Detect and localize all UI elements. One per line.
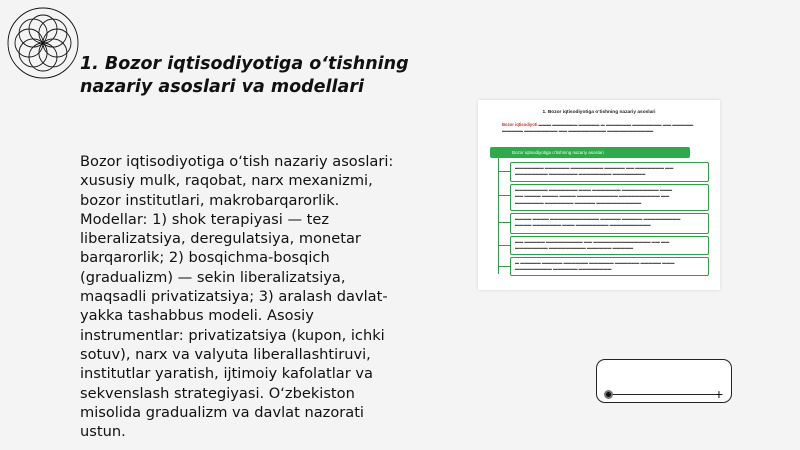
thumbnail-connector-tick [498,195,510,196]
thumbnail-box: ▬▬▬▬▬▬▬▬ ▬▬▬▬▬▬▬ ▬▬▬ ▬▬▬▬▬▬▬ ▬▬▬▬▬▬▬▬▬ ▬▬▬ ▬▬ ▬▬▬▬ ▬▬▬▬ ▬▬▬▬ ▬▬▬▬▬▬▬▬▬▬ ▬▬▬▬▬▬▬▬▬▬ ▬▬ ▬▬▬▬▬▬▬ ▬▬▬▬▬▬▬ ▬▬▬▬▬ ▬▬▬▬▬▬▬▬▬▬▬ [510,184,709,211]
thumbnail-green-bar: Bozor iqtisodiyotiga o‘tishning nazariy asoslari [490,147,690,158]
thumbnail-intro-blur: ▬▬▬ ▬▬▬▬▬▬ ▬▬▬▬▬ ▬ ▬▬▬▬▬▬ ▬▬▬▬▬▬▬ ▬▬ ▬▬▬▬▬ ▬▬▬▬▬ ▬▬▬▬▬▬▬▬ ▬▬ ▬▬▬▬▬▬▬▬▬ ▬▬▬▬▬▬▬▬▬▬▬ [502,122,694,133]
plus-icon[interactable]: + [714,386,724,402]
slide-thumbnail-image [478,100,720,290]
thumbnail-connector-tick [498,266,510,267]
thumbnail-connector-line [498,158,499,274]
thumbnail-connector-tick [498,245,510,246]
geometric-circles-logo [4,4,82,82]
slider-track[interactable] [609,394,719,395]
thumbnail-heading: 1. Bozor iqtisodiyotiga o‘tishning nazariy asoslari [542,110,656,115]
thumbnail-box: ▬▬▬▬ ▬▬▬▬ ▬▬▬▬▬▬▬▬▬▬▬▬ ▬▬▬▬▬ ▬▬▬▬▬ ▬▬▬▬▬▬▬▬▬ ▬▬▬▬ ▬▬▬▬▬▬▬ ▬▬▬ ▬▬▬▬▬▬▬▬ ▬▬▬▬▬▬▬▬▬▬ [510,213,709,234]
thumbnail-intro-lead: Bozor iqtisodiyoti [502,122,538,127]
thumbnail-box: ▬▬▬▬▬▬▬ ▬▬▬▬▬▬ ▬▬▬▬▬▬▬▬ ▬▬▬▬▬ ▬▬ ▬▬▬▬▬▬▬ ▬▬ ▬▬▬▬▬▬▬▬ ▬▬▬▬▬▬▬ ▬▬▬▬▬▬▬▬ ▬▬▬▬▬▬▬▬ [510,162,709,182]
thumbnail-connector-tick [498,171,510,172]
slide-title: 1. Bozor iqtisodiyotiga o‘tishning nazariy asoslari va modellari [80,54,409,97]
slider-knob-icon[interactable] [604,390,613,399]
slider-control[interactable] [596,359,732,403]
slide-body-text: Bozor iqtisodiyotiga o‘tish nazariy asoslari: xususiy mulk, raqobat, narx mexanizmi, bozor institutlari, makrobarqarorlik. Modellar: 1) shok terapiyasi — tez liberalizatsiya, deregulatsiya, monetar barqarorlik; 2) bosqichma-bosqich (gradualizm) — sekin liberalizatsiya, maqsadli privatizatsiya; 3) aralash davlat-yakka tashabbus modeli. Asosiy instrumentlar: privatizatsiya (kupon, ichki sotuv), narx va valyuta liberallashtiruvi, institutlar yaratish, ijtimoiy kafolatlar va sekvenslash strategiyasi. O‘zbekiston misolida gradualizm va davlat nazorati ustun. [80,153,394,441]
thumbnail-connector-tick [498,222,510,223]
thumbnail-intro [502,122,702,134]
thumbnail-box: ▬▬ ▬▬▬▬▬ ▬▬▬▬▬▬▬▬▬ ▬▬ ▬▬▬▬▬▬▬▬▬▬▬▬▬▬ ▬▬ ▬▬ ▬▬▬▬▬▬▬▬ ▬▬▬▬▬▬▬▬▬ ▬▬▬▬▬▬ ▬▬▬▬▬ [510,236,709,255]
thumbnail-box: ▬ ▬▬▬▬▬ ▬▬▬▬▬ ▬▬▬▬▬▬ ▬▬▬▬▬▬ ▬▬▬▬▬▬ ▬▬▬▬▬ ▬▬▬ ▬▬▬▬▬▬▬▬▬ ▬▬▬▬▬▬ ▬▬▬▬▬▬▬▬ [510,257,709,276]
